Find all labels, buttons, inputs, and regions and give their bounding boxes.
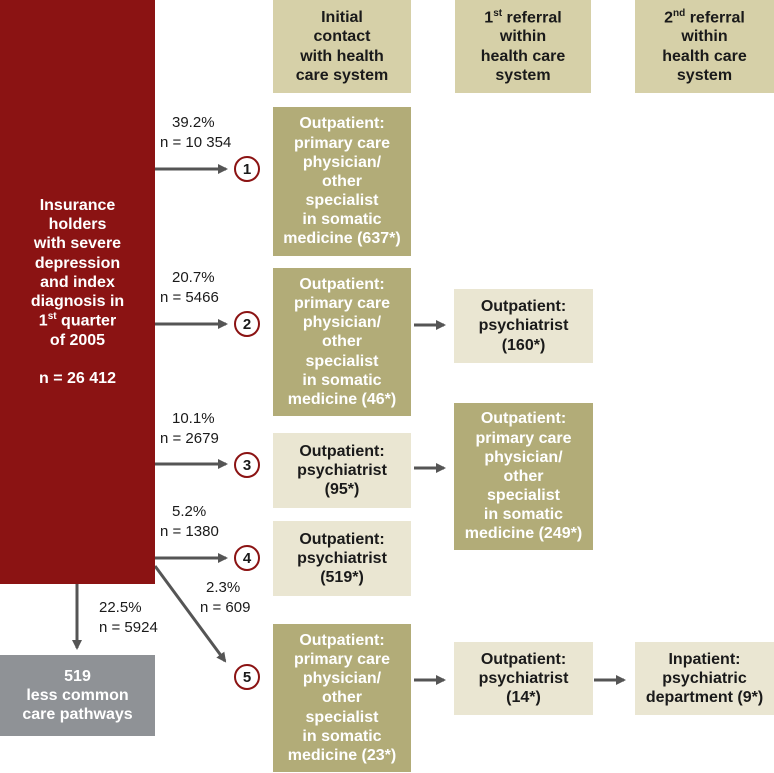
stat-pathway-1: 39.2% n = 10 354 bbox=[160, 114, 232, 151]
p2-initial-contact-box: Outpatient: primary care physician/ other specialist in somatic medicine (46*) bbox=[273, 268, 411, 416]
pathway-number-4: 4 bbox=[234, 545, 260, 571]
p5-initial-contact-box: Outpatient: primary care physician/ other specialist in somatic medicine (23*) bbox=[273, 624, 411, 772]
header-first-referral: 1st referral within health care system bbox=[455, 0, 591, 93]
p5-second-referral-box: Inpatient: psychiatric department (9*) bbox=[635, 642, 774, 715]
pathway-number-1: 1 bbox=[234, 156, 260, 182]
p4-initial-contact-box: Outpatient: psychiatrist (519*) bbox=[273, 521, 411, 596]
header-second-referral: 2nd referral within health care system bbox=[635, 0, 774, 93]
less-common-pathways: 519 less common care pathways bbox=[0, 655, 155, 736]
stat-pathway-5: 2.3% n = 609 bbox=[200, 579, 251, 616]
p3-initial-contact-box: Outpatient: psychiatrist (95*) bbox=[273, 433, 411, 508]
pathway-number-5: 5 bbox=[234, 664, 260, 690]
stat-pathway-3: 10.1% n = 2679 bbox=[160, 410, 219, 447]
p2-first-referral-box: Outpatient: psychiatrist (160*) bbox=[454, 289, 593, 363]
pathway-number-3: 3 bbox=[234, 452, 260, 478]
p3-first-referral-box: Outpatient: primary care physician/ other specialist in somatic medicine (249*) bbox=[454, 403, 593, 550]
p5-first-referral-box: Outpatient: psychiatrist (14*) bbox=[454, 642, 593, 715]
stat-pathway-2: 20.7% n = 5466 bbox=[160, 269, 219, 306]
stat-pathway-4: 5.2% n = 1380 bbox=[160, 503, 219, 540]
stat-other: 22.5% n = 5924 bbox=[99, 599, 158, 636]
pathway-number-2: 2 bbox=[234, 311, 260, 337]
header-initial-contact: Initial contact with health care system bbox=[273, 0, 411, 93]
source-population: Insurance holders with severe depression and index diagnosis in 1st quarter of 2005 n = 26 412 bbox=[0, 0, 155, 584]
p1-initial-contact-box: Outpatient: primary care physician/ other specialist in somatic medicine (637*) bbox=[273, 107, 411, 256]
